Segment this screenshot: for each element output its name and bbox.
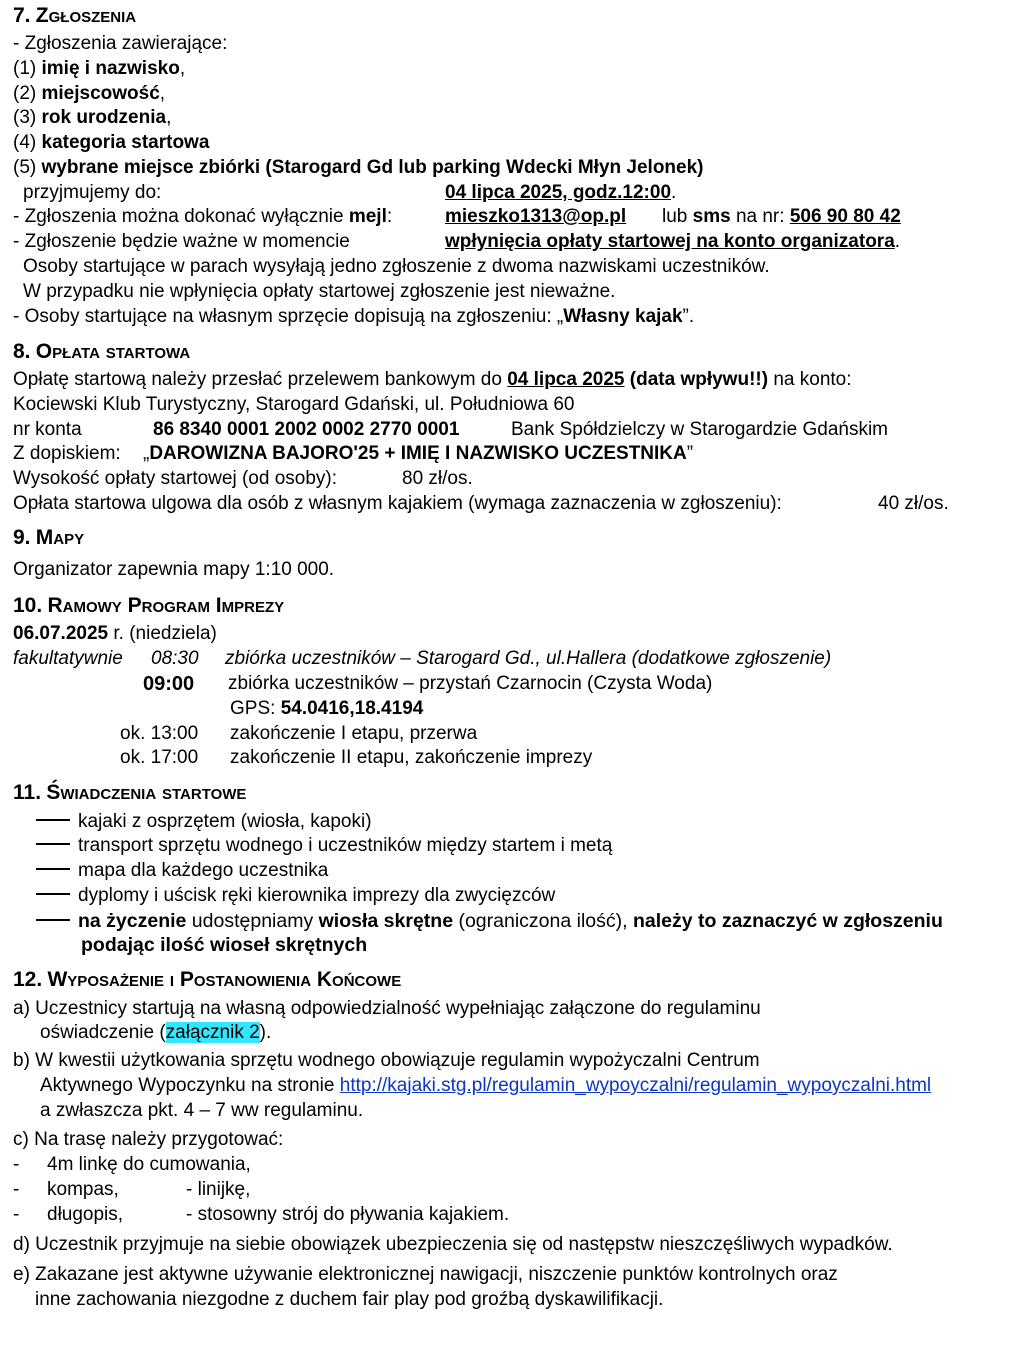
s8-club: Kociewski Klub Turystyczny, Starogard Gdański, ul. Południowa 60 [13,394,575,415]
s7-item-2: (2) miejscowość, [13,83,166,104]
section-11-heading: 11. Świadczenia startowe [13,781,247,804]
s11-item-2: transport sprzętu wodnego i uczestników między startem i metą [36,834,612,858]
dash-bullet [36,819,70,821]
section-10-heading: 10. Ramowy Program Imprezy [13,594,285,617]
s7-nopay: W przypadku nie wpłynięcia opłaty startowej zgłoszenie jest nieważne. [23,281,616,302]
section-9-heading: 9. Mapy [13,526,85,549]
dash-bullet [36,919,70,921]
s12-c-dash-2: - [13,1179,20,1200]
section-7-heading: 7. Zgłoszenia [13,4,137,27]
s7-accept-label: przyjmujemy do: [23,182,162,203]
regulamin-link[interactable]: http://kajaki.stg.pl/regulamin_wypoyczalni/regulamin_wypoyczalni.html [339,1075,932,1096]
s10-opt-label: fakultatywnie [13,648,123,669]
s12-b2: Aktywnego Wypoczynku na stronie http://kajaki.stg.pl/regulamin_wypoyczalni/regulamin_wypoyczalni.html [40,1075,932,1096]
s10-main-time: 09:00 [143,673,195,695]
s10-t3-time: ok. 13:00 [120,723,199,744]
s12-b3: a zwłaszcza pkt. 4 – 7 ww regulaminu. [40,1100,364,1121]
s12-c-item-1: 4m linkę do cumowania, [47,1154,251,1175]
s9-text: Organizator zapewnia mapy 1:10 000. [13,559,335,580]
s10-t4-text: zakończenie II etapu, zakończenie imprezy [230,747,593,768]
attachment-highlight: załącznik 2 [165,1022,260,1043]
s12-b1: b) W kwestii użytkowania sprzętu wodnego obowiązuje regulamin wypożyczalni Centrum [13,1050,760,1071]
s7-valid-bold: wpłynięcia opłaty startowej na konto organizatora. [445,231,901,252]
s8-acct-label: nr konta [13,419,82,440]
s10-opt-text: zbiórka uczestników – Starogard Gd., ul.Hallera (dodatkowe zgłoszenie) [225,648,832,669]
s7-item-3: (3) rok urodzenia, [13,107,172,128]
s12-e2: inne zachowania niezgodne z duchem fair play pod groźbą dyskawilifikacji. [35,1289,664,1310]
s7-valid-text: - Zgłoszenie będzie ważne w momencie [13,231,350,252]
s12-c-dash-3: - [13,1204,20,1225]
s7-item-5: (5) wybrane miejsce zbiórki (Starogard Gd lub parking Wdecki Młyn Jelonek) [13,157,704,178]
s7-item-4: (4) kategoria startowa [13,132,210,153]
s8-fee2-value: 40 zł/os. [878,493,949,514]
s11-item-4: dyplomy i uścisk ręki kierownika imprezy dla zwycięzców [36,884,555,908]
s12-a1: a) Uczestnicy startują na własną odpowiedzialność wypełniając załączone do regulaminu [13,998,761,1019]
s12-c-dash-1: - [13,1154,20,1175]
s8-note: „DAROWIZNA BAJORO'25 + IMIĘ I NAZWISKO UCZESTNIKA” [143,443,694,464]
s7-mail-address: mieszko1313@op.pl [445,206,627,227]
s7-pairs: Osoby startujące w parach wysyłają jedno zgłoszenie z dwoma nazwiskami uczestników. [23,256,770,277]
s7-sms-line: lub sms na nr: 506 90 80 42 [662,206,901,227]
s12-a2: oświadczenie (załącznik 2). [40,1022,272,1043]
s8-bank: Bank Spółdzielczy w Starogardzie Gdańskim [511,419,889,440]
s10-main-text: zbiórka uczestników – przystań Czarnocin (Czysta Woda) [228,673,713,694]
s10-date: 06.07.2025 r. (niedziela) [13,623,217,644]
s8-line1: Opłatę startową należy przesłać przelewem bankowym do 04 lipca 2025 (data wpływu!!) na konto: [13,369,852,390]
s8-fee2-label: Opłata startowa ulgowa dla osób z własnym kajakiem (wymaga zaznaczenia w zgłoszeniu): [13,493,782,514]
s12-c-item-5: - stosowny strój do pływania kajakiem. [186,1204,510,1225]
s7-own-kayak: - Osoby startujące na własnym sprzęcie dopisują na zgłoszeniu: „Własny kajak”. [13,306,695,327]
s12-c-item-2: kompas, [47,1179,119,1200]
s10-t4-time: ok. 17:00 [120,747,199,768]
s12-d1: d) Uczestnik przyjmuje na siebie obowiązek ubezpieczenia się od następstw nieszczęśliwych wypadków. [13,1234,893,1255]
s12-c1: c) Na trasę należy przygotować: [13,1129,284,1150]
s12-c-item-3: - linijkę, [186,1179,251,1200]
s11-item-3: mapa dla każdego uczestnika [36,859,328,883]
s10-opt-time: 08:30 [151,648,199,669]
s7-intro: - Zgłoszenia zawierające: [13,33,228,54]
s10-gps: GPS: 54.0416,18.4194 [230,698,424,719]
dash-bullet [36,893,70,895]
s7-item-1: (1) imię i nazwisko, [13,58,186,79]
s10-t3-text: zakończenie I etapu, przerwa [230,723,478,744]
s12-c-item-4: długopis, [47,1204,124,1225]
section-12-heading: 12. Wyposażenie i Postanowienia Końcowe [13,968,402,991]
s11-item-5: na życzenie udostępniamy wiosła skrętne (ograniczona ilość), należy to zaznaczyć w zgłoszeniu [36,909,943,933]
s12-e1: e) Zakazane jest aktywne używanie elektronicznej nawigacji, niszczenie punktów kontrolnych oraz [13,1264,838,1285]
s11-item-1: kajaki z osprzętem (wiosła, kapoki) [36,810,372,834]
s11-item-5-cont: podając ilość wioseł skrętnych [81,934,368,956]
s7-accept-date: 04 lipca 2025, godz.12:00. [445,182,677,203]
s8-note-label: Z dopiskiem: [13,443,121,464]
s8-fee-value: 80 zł/os. [402,468,473,489]
s7-mail-line: - Zgłoszenia można dokonać wyłącznie mejl: [13,206,393,227]
s8-fee-label: Wysokość opłaty startowej (od osoby): [13,468,338,489]
dash-bullet [36,868,70,870]
section-8-heading: 8. Opłata startowa [13,340,191,363]
dash-bullet [36,843,70,845]
s8-acct-number: 86 8340 0001 2002 0002 2770 0001 [153,419,460,440]
